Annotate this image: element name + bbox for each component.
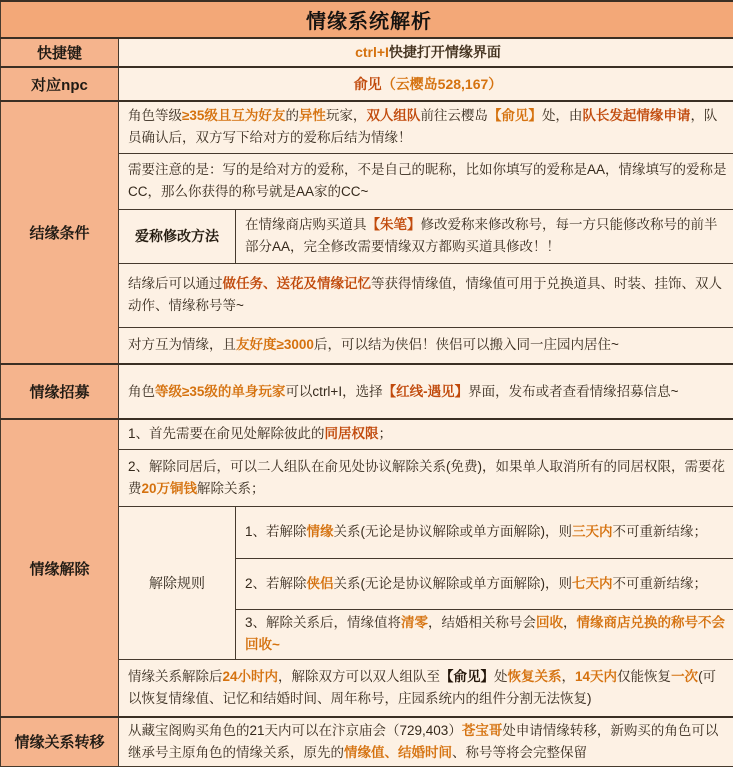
text-segment: (可以恢复情缘值、记忆和结婚时间、周年称号，庄园系统内的组件分割无法恢复)	[128, 669, 716, 706]
text-segment: 三天内	[572, 524, 613, 539]
text-segment: ；	[379, 426, 393, 441]
text-segment: 玩家，	[326, 108, 367, 123]
nickname-edit-content	[236, 209, 733, 263]
text-segment: 处	[494, 669, 508, 684]
row-label-dissolve: 情缘解除	[1, 419, 119, 717]
dissolve-step-1	[119, 419, 733, 449]
text-segment: 【俞见】	[440, 669, 494, 684]
text-segment: 结缘后可以通过	[128, 276, 223, 291]
text-segment: 界面，发布或者查看情缘招募信息~	[468, 384, 678, 399]
text-segment: 的	[285, 108, 299, 123]
text-segment: 情缘关系解除后	[128, 669, 223, 684]
text-segment: 友好度≥3000	[236, 337, 314, 352]
text-segment: 异性	[299, 108, 326, 123]
text-segment: 等级≥35级的单身玩家	[155, 384, 285, 399]
text-segment: 角色	[128, 384, 155, 399]
text-segment: 处，由	[542, 108, 583, 123]
text-segment: 、称号等将会完整保留	[452, 745, 587, 760]
bond-condition-1	[119, 101, 733, 153]
text-segment: 仅能恢复	[617, 669, 671, 684]
nickname-edit-label: 爱称修改方法	[119, 209, 236, 263]
text-segment: 解除关系；	[197, 481, 265, 496]
bond-condition-2	[119, 153, 733, 209]
text-segment: 做任务、送花及情缘记忆	[223, 276, 372, 291]
text-segment: 清零	[401, 615, 428, 630]
text-segment: ，	[562, 669, 576, 684]
dissolve-restore-note	[119, 659, 733, 717]
text-segment: ≥35级且互为好友	[182, 108, 285, 123]
bond-condition-5	[119, 327, 733, 364]
text-segment: 1、首先需要在俞见处解除彼此的	[128, 426, 325, 441]
text-segment: 2、若解除	[245, 576, 307, 591]
row-label-npc: 对应npc	[1, 67, 119, 101]
text-segment: 角色等级	[128, 108, 182, 123]
text-segment: 1、若解除	[245, 524, 307, 539]
dissolve-rules-label: 解除规则	[119, 506, 236, 659]
text-segment: 七天内	[572, 576, 613, 591]
text-segment: 同居权限	[325, 426, 379, 441]
text-segment: 后，可以结为侠侣！侠侣可以搬入同一庄园内居住~	[314, 337, 619, 352]
text-segment: 需要注意的是：写的是给对方的爱称，不是自己的昵称，比如你填写的爱称是AA，情缘填写的爱称是CC，那么你获得的称号就是AA家的CC~	[128, 162, 727, 199]
shortcut-value	[119, 38, 733, 67]
text-segment: 一次	[671, 669, 698, 684]
text-segment: 快捷打开情缘界面	[389, 44, 501, 60]
text-segment: 14天内	[575, 669, 617, 684]
transfer-content	[119, 717, 733, 766]
row-label-shortcut: 快捷键	[1, 38, 119, 67]
row-label-recruit: 情缘招募	[1, 364, 119, 419]
text-segment: 【红线-遇见】	[383, 384, 469, 399]
text-segment: 不可重新结缘；	[613, 524, 708, 539]
text-segment: 处申请情缘转移，新购买的角色可以继承号主原角色的情缘关系，原先的	[128, 723, 718, 760]
text-segment: 双人组队	[366, 108, 420, 123]
text-segment: 对方互为情缘，且	[128, 337, 236, 352]
text-segment: 队长发起情缘申请	[582, 108, 690, 123]
text-segment: 【俞见】	[488, 108, 542, 123]
text-segment: 等获得情缘值，情缘值可用于兑换道具、时装、挂饰、双人动作、情缘称号等~	[128, 276, 722, 313]
text-segment: 关系(无论是协议解除或单方面解除)，则	[334, 576, 573, 591]
text-segment: ，解除双方可以双人组队至	[278, 669, 440, 684]
text-segment: 20万铜钱	[142, 481, 198, 496]
text-segment: 在情缘商店购买道具	[245, 217, 367, 232]
text-segment: 情缘	[307, 524, 334, 539]
page-title: 情缘系统解析	[1, 1, 733, 38]
text-segment: 可以ctrl+I，选择	[285, 384, 382, 399]
recruit-content	[119, 364, 733, 419]
dissolve-rule-2	[236, 558, 733, 609]
npc-value	[119, 67, 733, 101]
text-segment: 情缘商店兑换的称号不会回收~	[245, 615, 725, 652]
text-segment: 【朱笔】	[367, 217, 421, 232]
text-segment: （云樱岛528,167）	[382, 76, 503, 92]
text-segment: 情缘值、结婚时间	[344, 745, 452, 760]
text-segment: 修改爱称来修改称号，每一方只能修改称号的前半部分AA，完全修改需要情缘双方都购买道具修改！！	[245, 217, 718, 254]
text-segment: 2、解除同居后，可以二人组队在俞见处协议解除关系(免费)，如果单人取消所有的同居权限，需要花费	[128, 459, 725, 496]
row-label-bond-conditions: 结缘条件	[1, 101, 119, 364]
text-segment: 24小时内	[223, 669, 279, 684]
text-segment: 前往云樱岛	[420, 108, 488, 123]
text-segment: ，	[563, 615, 577, 630]
text-segment: 回收	[536, 615, 563, 630]
row-label-transfer: 情缘关系转移	[1, 717, 119, 766]
text-segment: 俞见	[354, 76, 382, 92]
text-segment: ctrl+I	[355, 44, 389, 60]
dissolve-step-2	[119, 449, 733, 506]
dissolve-rule-1	[236, 506, 733, 558]
dissolve-rule-3	[236, 609, 733, 659]
text-segment: 3、解除关系后，情缘值将	[245, 615, 401, 630]
text-segment: 不可重新结缘；	[613, 576, 708, 591]
text-segment: 恢复关系	[508, 669, 562, 684]
bond-condition-4	[119, 263, 733, 327]
text-segment: ，结婚相关称号会	[428, 615, 536, 630]
text-segment: 侠侣	[307, 576, 334, 591]
text-segment: 从藏宝阁购买角色的21天内可以在汴京庙会（729,403）	[128, 723, 462, 738]
text-segment: 关系(无论是协议解除或单方面解除)，则	[334, 524, 573, 539]
text-segment: ，队员确认后，双方写下给对方的爱称后结为情缘！	[128, 108, 717, 145]
text-segment: 苍宝哥	[462, 723, 503, 738]
